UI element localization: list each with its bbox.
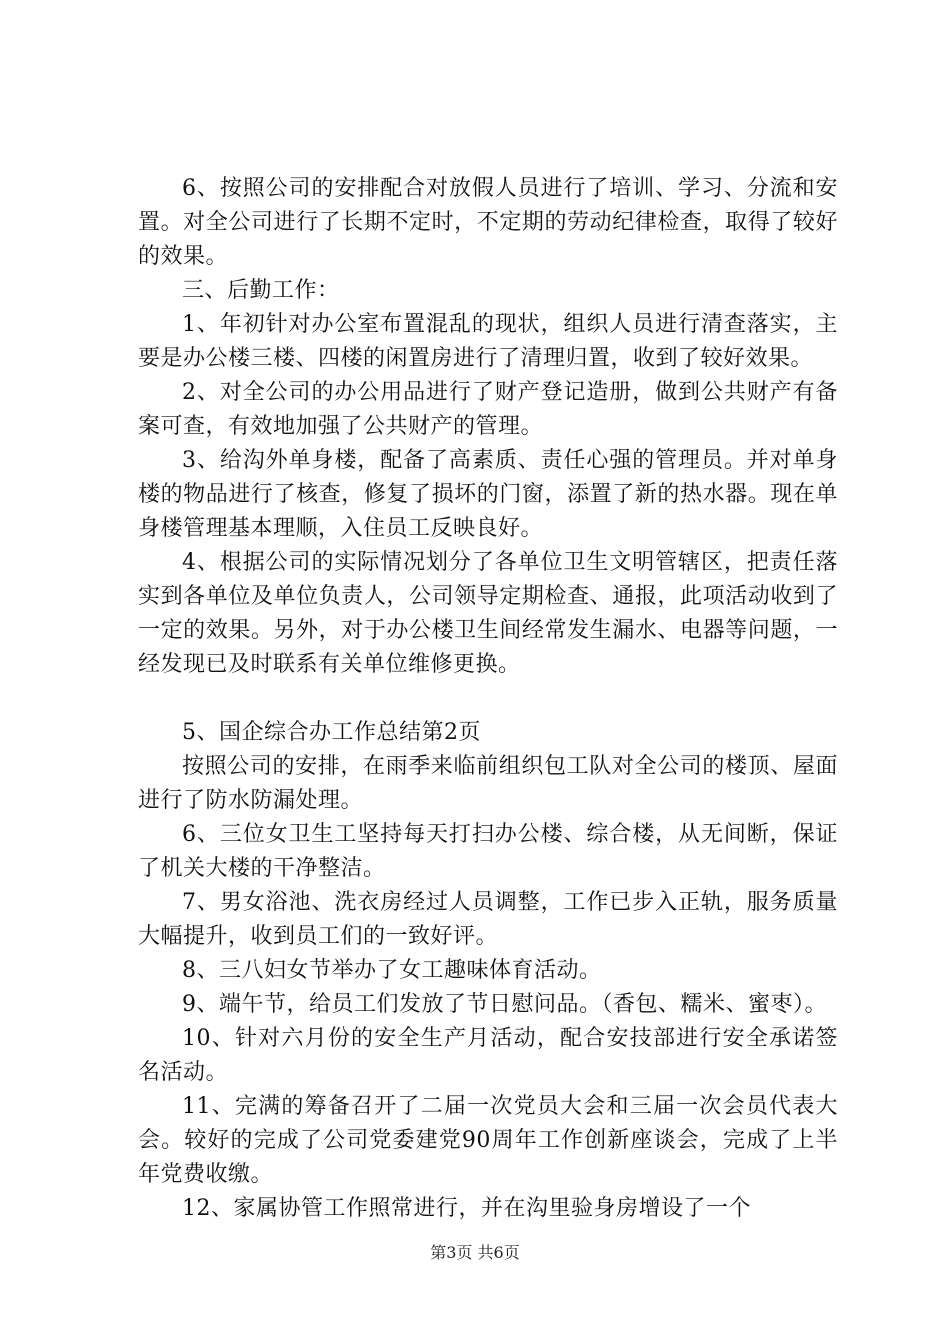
paragraph: 3、给沟外单身楼，配备了高素质、责任心强的管理员。并对单身楼的物品进行了核查，修复了损坏的门窗，添置了新的热水器。现在单身楼管理基本理顺，入住员工反映良好。 bbox=[138, 448, 838, 541]
paragraph: 5、国企综合办工作总结第2页 bbox=[182, 720, 481, 745]
paragraph: 按照公司的安排，在雨季来临前组织包工队对全公司的楼顶、屋面进行了防水防漏处理。 bbox=[138, 754, 838, 813]
paragraph: 1、年初针对办公室布置混乱的现状，组织人员进行清查落实，主要是办公楼三楼、四楼的闲置房进行了清理归置，收到了较好效果。 bbox=[138, 312, 838, 371]
paragraph: 4、根据公司的实际情况划分了各单位卫生文明管辖区，把责任落实到各单位及单位负责人，公司领导定期检查、通报，此项活动收到了一定的效果。另外，对于办公楼卫生间经常发生漏水、电器等问题，一经发现已及时联系有关单位维修更换。 bbox=[138, 550, 838, 677]
paragraph: 9、端午节，给员工们发放了节日慰问品。（香包、糯米、蜜枣）。 bbox=[182, 992, 827, 1017]
paragraph: 8、三八妇女节举办了女工趣味体育活动。 bbox=[182, 958, 602, 983]
paragraph: 6、按照公司的安排配合对放假人员进行了培训、学习、分流和安置。对全公司进行了长期不定时，不定期的劳动纪律检查，取得了较好的效果。 bbox=[138, 176, 838, 269]
paragraph: 10、针对六月份的安全生产月活动，配合安技部进行安全承诺签名活动。 bbox=[138, 1026, 838, 1085]
paragraph: 12、家属协管工作照常进行，并在沟里验身房增设了一个 bbox=[182, 1196, 751, 1221]
paragraph: 6、三位女卫生工坚持每天打扫办公楼、综合楼，从无间断，保证了机关大楼的干净整洁。 bbox=[138, 822, 838, 881]
paragraph: 7、男女浴池、洗衣房经过人员调整，工作已步入正轨，服务质量大幅提升，收到员工们的一致好评。 bbox=[138, 890, 838, 949]
paragraph: 11、完满的筹备召开了二届一次党员大会和三届一次会员代表大会。较好的完成了公司党委建党90周年工作创新座谈会，完成了上半年党费收缴。 bbox=[138, 1094, 838, 1187]
document-body bbox=[138, 172, 838, 1226]
section-heading: 三、后勤工作： bbox=[182, 278, 340, 303]
page-footer: 第3页 共6页 bbox=[430, 1243, 520, 1262]
paragraph-gap bbox=[138, 682, 838, 716]
paragraph: 2、对全公司的办公用品进行了财产登记造册，做到公共财产有备案可查，有效地加强了公共财产的管理。 bbox=[138, 380, 838, 439]
